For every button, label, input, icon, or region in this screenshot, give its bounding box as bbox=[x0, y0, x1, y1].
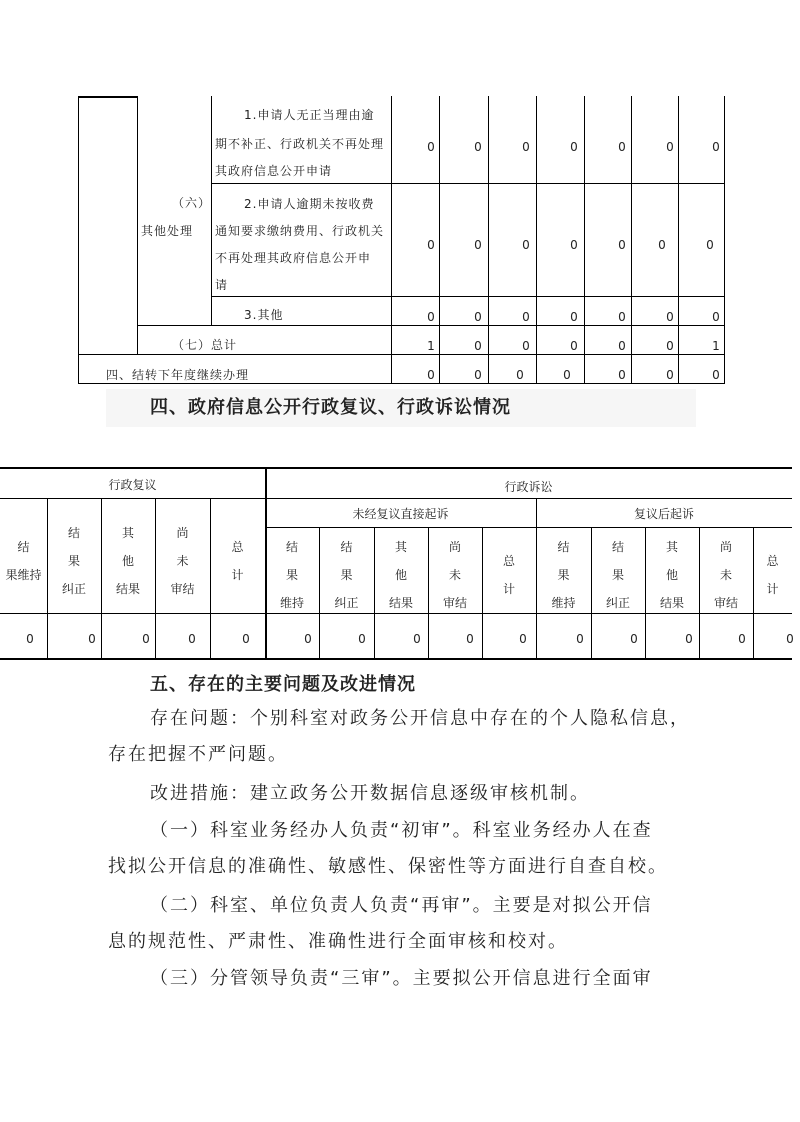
table1-value-cell: 0 bbox=[427, 368, 435, 382]
table-border bbox=[0, 658, 792, 660]
column-header-text: 其 bbox=[394, 540, 407, 554]
table-border bbox=[78, 96, 138, 98]
column-header-text: 其 bbox=[121, 526, 134, 540]
table1-value-cell: 0 bbox=[570, 339, 578, 353]
column-header-text: 结 bbox=[17, 540, 30, 554]
column-header-text: 果 bbox=[285, 568, 298, 582]
table2-value-cell: 0 bbox=[576, 632, 584, 646]
column-header-text: 纠正 bbox=[61, 582, 86, 596]
column-header-text: 他 bbox=[665, 568, 678, 582]
table1-value-cell: 0 bbox=[618, 310, 626, 324]
row2-text-line: 2.申请人逾期未按收费 bbox=[244, 197, 375, 211]
column-header-text: 果 bbox=[557, 568, 570, 582]
table2-value-cell: 0 bbox=[188, 632, 196, 646]
table1-value-cell: 0 bbox=[618, 368, 626, 382]
table1-value-cell: 0 bbox=[666, 339, 674, 353]
column-header-text: 总 bbox=[766, 554, 779, 568]
table1-value-cell: 0 bbox=[474, 339, 482, 353]
table1-value-cell: 0 bbox=[570, 140, 578, 154]
column-header-text: 总 bbox=[231, 540, 244, 554]
table1-value-cell: 0 bbox=[618, 238, 626, 252]
paragraph-line: （一）科室业务经办人负责“初审”。科室业务经办人在查 bbox=[150, 820, 653, 841]
table2-value-cell: 0 bbox=[786, 632, 794, 646]
column-header-text: 尚 bbox=[176, 526, 189, 540]
table1-value-cell: 0 bbox=[666, 368, 674, 382]
header-direct-litigation: 未经复议直接起诉 bbox=[352, 507, 449, 521]
table1-value-cell: 0 bbox=[427, 310, 435, 324]
table-border bbox=[265, 498, 792, 499]
column-header-text: 结 bbox=[611, 540, 624, 554]
table1-value-cell: 0 bbox=[658, 238, 666, 252]
column-header-text: 结 bbox=[557, 540, 570, 554]
column-header-text: 审结 bbox=[170, 582, 195, 596]
column-header-text: 果 bbox=[611, 568, 624, 582]
table1-value-cell: 0 bbox=[474, 140, 482, 154]
table2-value-cell: 0 bbox=[242, 632, 250, 646]
table2-value-cell: 0 bbox=[685, 632, 693, 646]
table1-value-cell: 0 bbox=[516, 368, 524, 382]
row1-text-line: 1.申请人无正当理由逾 bbox=[244, 108, 375, 122]
column-header-text: 其 bbox=[665, 540, 678, 554]
paragraph-line: （二）科室、单位负责人负责“再审”。主要是对拟公开信 bbox=[150, 895, 653, 916]
table-border bbox=[78, 383, 724, 384]
section-five-heading: 五、存在的主要问题及改进情况 bbox=[150, 674, 416, 695]
column-header-text: 果 bbox=[67, 554, 80, 568]
paragraph-line: （三）分管领导负责“三审”。主要拟公开信息进行全面审 bbox=[150, 968, 653, 989]
table2-value-cell: 0 bbox=[413, 632, 421, 646]
column-header-text: 结果 bbox=[659, 596, 684, 610]
table1-value-cell: 0 bbox=[563, 368, 571, 382]
table1-value-cell: 1 bbox=[427, 339, 435, 353]
table2-value-cell: 0 bbox=[26, 632, 34, 646]
table2-value-cell: 0 bbox=[630, 632, 638, 646]
table1-value-cell: 0 bbox=[474, 368, 482, 382]
table1-value-cell: 0 bbox=[570, 238, 578, 252]
column-header-text: 计 bbox=[231, 568, 244, 582]
table-border bbox=[78, 96, 79, 384]
table2-value-cell: 0 bbox=[358, 632, 366, 646]
table-border bbox=[211, 96, 212, 326]
table-border bbox=[211, 296, 724, 297]
row1-text-line: 其政府信息公开申请 bbox=[215, 164, 333, 178]
table2-value-cell: 0 bbox=[466, 632, 474, 646]
column-header-text: 结 bbox=[285, 540, 298, 554]
column-header-text: 结 bbox=[340, 540, 353, 554]
column-header-text: 审结 bbox=[442, 596, 467, 610]
table1-value-cell: 0 bbox=[618, 140, 626, 154]
table1-value-cell: 0 bbox=[712, 310, 720, 324]
table2-value-cell: 0 bbox=[738, 632, 746, 646]
table1-value-cell: 0 bbox=[618, 339, 626, 353]
table1-value-cell: 0 bbox=[522, 140, 530, 154]
table1-value-cell: 0 bbox=[474, 238, 482, 252]
table-border bbox=[0, 467, 792, 469]
table2-value-cell: 0 bbox=[519, 632, 527, 646]
table1-value-cell: 0 bbox=[522, 310, 530, 324]
table1-value-cell: 0 bbox=[712, 368, 720, 382]
carryover-row-label: 四、结转下年度继续办理 bbox=[106, 368, 250, 382]
table1-value-cell: 0 bbox=[427, 238, 435, 252]
table1-value-cell: 0 bbox=[712, 140, 720, 154]
column-header-text: 尚 bbox=[448, 540, 461, 554]
column-header-text: 未 bbox=[448, 568, 461, 582]
column-header-text: 结 bbox=[67, 526, 80, 540]
table1-value-cell: 0 bbox=[666, 310, 674, 324]
table2-value-cell: 0 bbox=[304, 632, 312, 646]
table1-value-cell: 0 bbox=[522, 339, 530, 353]
header-litigation-after-review: 复议后起诉 bbox=[633, 507, 694, 521]
table2-value-cell: 0 bbox=[88, 632, 96, 646]
table-border bbox=[391, 96, 392, 384]
paragraph-line: 存在问题：个别科室对政务公开信息中存在的个人隐私信息， bbox=[150, 708, 690, 729]
column-header-text: 纠正 bbox=[605, 596, 630, 610]
paragraph-line: 改进措施：建立政务公开数据信息逐级审核机制。 bbox=[150, 783, 590, 804]
column-header-text: 他 bbox=[121, 554, 134, 568]
column-header-text: 果维持 bbox=[5, 568, 42, 582]
table2-value-cell: 0 bbox=[142, 632, 150, 646]
paragraph-line: 存在把握不严问题。 bbox=[108, 744, 288, 765]
table1-value-cell: 0 bbox=[474, 310, 482, 324]
column-header-text: 计 bbox=[502, 582, 515, 596]
table-border bbox=[211, 183, 724, 184]
table1-value-cell: 0 bbox=[666, 140, 674, 154]
table1-value-cell: 0 bbox=[427, 140, 435, 154]
table-border bbox=[265, 527, 792, 528]
table-border bbox=[138, 325, 724, 326]
header-admin-litigation: 行政诉讼 bbox=[504, 480, 553, 494]
column-header-text: 纠正 bbox=[334, 596, 359, 610]
row3-text: 3.其他 bbox=[244, 308, 284, 322]
column-header-text: 结果 bbox=[115, 582, 140, 596]
paragraph-line: 息的规范性、严肃性、准确性进行全面审核和校对。 bbox=[108, 931, 568, 952]
section-four-heading: 四、政府信息公开行政复议、行政诉讼情况 bbox=[150, 397, 511, 418]
row2-text-line: 不再处理其政府信息公开申 bbox=[215, 251, 372, 265]
table-border bbox=[137, 96, 138, 355]
row1-text-line: 期不补正、行政机关不再处理 bbox=[215, 137, 385, 151]
header-admin-review: 行政复议 bbox=[108, 478, 157, 492]
column-header-text: 结果 bbox=[388, 596, 413, 610]
section-six-number: （六） bbox=[172, 196, 212, 210]
column-header-text: 维持 bbox=[279, 596, 304, 610]
total-row-label: （七）总计 bbox=[172, 338, 238, 352]
row2-text-line: 请 bbox=[215, 278, 229, 292]
table1-value-cell: 0 bbox=[522, 238, 530, 252]
row2-text-line: 通知要求缴纳费用、行政机关 bbox=[215, 224, 385, 238]
paragraph-line: 找拟公开信息的准确性、敏感性、保密性等方面进行自查自校。 bbox=[108, 856, 668, 877]
table1-value-cell: 0 bbox=[706, 238, 714, 252]
table1-value-cell: 0 bbox=[570, 310, 578, 324]
column-header-text: 维持 bbox=[551, 596, 576, 610]
column-header-text: 计 bbox=[766, 582, 779, 596]
column-header-text: 审结 bbox=[713, 596, 738, 610]
column-header-text: 他 bbox=[394, 568, 407, 582]
table-border bbox=[0, 498, 265, 499]
table-border bbox=[488, 96, 489, 384]
column-header-text: 果 bbox=[340, 568, 353, 582]
table-border bbox=[78, 354, 724, 355]
column-header-text: 总 bbox=[502, 554, 515, 568]
section-six-label: 其他处理 bbox=[141, 224, 194, 238]
table-border bbox=[536, 96, 537, 384]
column-header-text: 未 bbox=[719, 568, 732, 582]
table1-value-cell: 1 bbox=[712, 339, 720, 353]
column-header-text: 尚 bbox=[719, 540, 732, 554]
column-header-text: 未 bbox=[176, 554, 189, 568]
table-border bbox=[584, 96, 585, 384]
